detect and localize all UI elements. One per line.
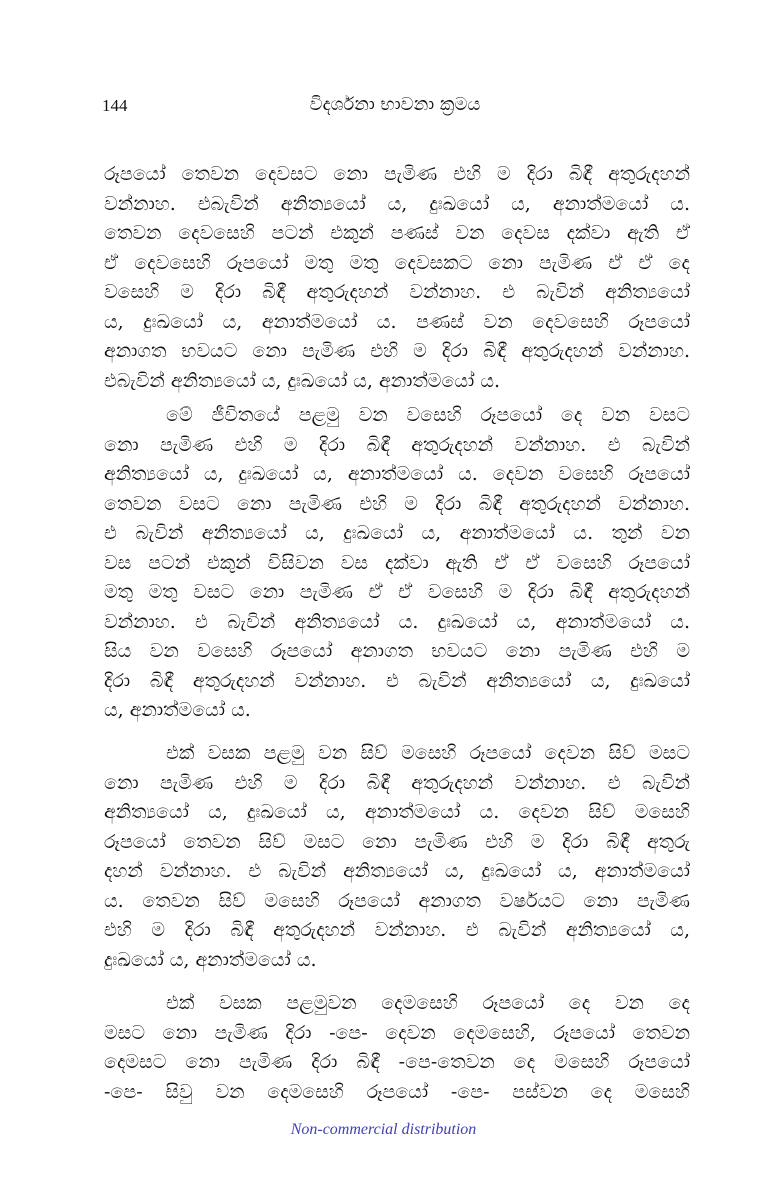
text-line: නො පැමිණ එහි ම දිරා බිඳී අතුරුදහන් වන්නාහ. එ බැවින් bbox=[104, 771, 690, 794]
text-line: වසෙහි ම දිරා බිඳී අතුරුදහන් වන්නාහ. එ බැවින් අනිත්‍යයෝ bbox=[104, 281, 690, 303]
text-line: රූපයෝ තෙවන සිව් මසට නො පැමිණ එහි ම දිරා බිඳී අතුරු bbox=[104, 830, 690, 853]
text-line: දිරා බිඳී අතුරුදහන් වන්නාහ. එ බැවින් අනිත්‍යයෝ ය, දුඃඛයෝ bbox=[104, 669, 690, 692]
text-line: දෙමසට නො පැමිණ දිරා බිඳී -පෙ-තෙවන දෙ මසෙහි රූපයෝ bbox=[104, 1051, 690, 1073]
text-line: අනිත්‍යයෝ ය, දුඃඛයෝ ය, අනාත්මයෝ ය. දෙවන වසෙහි රූපයෝ bbox=[104, 463, 690, 485]
text-line: එහි ම දිරා බිඳී අතුරුදහන් වන්නාහ. එ බැවින් අනිත්‍යයෝ ය, bbox=[104, 919, 690, 941]
paragraph-3 bbox=[104, 739, 690, 975]
text-line: දහන් වන්නාහ. එ බැවින් අනිත්‍යයෝ ය, දුඃඛයෝ ය, අනාත්මයෝ bbox=[104, 860, 690, 882]
text-line: -පෙ- සිවු වන දෙමසෙහි රූපයෝ -පෙ- පස්වන දෙ මසෙහි bbox=[104, 1080, 690, 1103]
text-line: මේ ජීවිතයේ පළමු වන වසෙහි රූපයෝ දෙ වන වසට bbox=[166, 404, 690, 426]
text-line: අනාගත භවයට නො පැමිණ එහි ම දිරා බිඳී අතුරුදහන් වන්නාහ. bbox=[104, 340, 690, 362]
text-line: ඒ දෙවසෙහි රූපයෝ මතු මතු දෙවසකට නො පැමිණ ඒ ඒ දෙ bbox=[104, 251, 690, 274]
text-line: එ බැවින් අනිත්‍යයෝ ය, දුඃඛයෝ ය, අනාත්මයෝ ය. තුන් වන bbox=[104, 522, 690, 544]
text-line: මතු මතු වසට නො පැමිණ ඒ ඒ වසෙහි ම දිරා බිඳී අතුරුදහන් bbox=[104, 581, 690, 603]
text-line: වන්නාහ. එබැවින් අනිත්‍යයෝ ය, දුඃඛයෝ ය, අනාත්මයෝ ය. bbox=[104, 192, 690, 215]
text-line: එක් වසක පළමුවන දෙමසෙහි රූපයෝ දෙ වන දෙ bbox=[166, 992, 690, 1014]
text-line: ය. තෙවන සිව් මසෙහි රූපයෝ අනාගත වර්ෂයට නො පැමිණ bbox=[104, 889, 690, 912]
text-line: දුඃඛයෝ ය, අනාත්මයෝ ය. bbox=[104, 948, 317, 971]
text-line: තෙවන වසට නො පැමිණ එහි ම දිරා බිඳී අතුරුදහන් වන්නාහ. bbox=[104, 492, 690, 515]
text-line: එබැවින් අනිත්‍යයෝ ය, දුඃඛයෝ ය, අනාත්මයෝ ය. bbox=[104, 369, 501, 392]
text-line: එක් වසක පළමු වන සිව් මසෙහි රූපයෝ දෙවන සිව් මසට bbox=[166, 742, 690, 764]
footer-watermark: Non-commercial distribution bbox=[290, 1121, 477, 1138]
running-title: විදර්ශනා භාවනා ක්‍රමය bbox=[309, 94, 481, 115]
page-number: 144 bbox=[102, 96, 128, 115]
text-line: වස පටන් එකුන් විසිවන වස දක්වා ඇති ඒ ඒ වසෙහි රූපයෝ bbox=[104, 551, 690, 574]
text-line: වන්නාහ. එ බැවින් අනිත්‍යයෝ ය. දුඃඛයෝ ය, අනාත්මයෝ ය. bbox=[104, 610, 690, 633]
text-line: මසට නො පැමිණ දිරා -පෙ- දෙවන දෙමසෙහි, රූපයෝ තෙවන bbox=[104, 1021, 690, 1044]
paragraph-4 bbox=[104, 989, 690, 1107]
text-line: ය, දුඃඛයෝ ය, අනාත්මයෝ ය. පණස් වන දෙවසෙහි රූපයෝ bbox=[104, 310, 690, 333]
text-line: සිය වන වසෙහි රූපයෝ අනාගත භවයට නො පැමිණ එහි ම bbox=[104, 640, 690, 662]
text-line: තෙවන දෙවසෙහි පටන් එකුන් පණස් වන දෙවස දක්වා ඇති ඒ bbox=[104, 222, 690, 244]
text-line: අනිත්‍යයෝ ය, දුඃඛයෝ ය, අනාත්මයෝ ය. දෙවන සිව් මසෙහි bbox=[104, 801, 690, 823]
text-line: ය, අනාත්මයෝ ය. bbox=[104, 699, 251, 721]
text-line: රූපයෝ තෙවන දෙවසට නො පැමිණ එහි ම දිරා බිඳී අතුරුදහන් bbox=[104, 163, 690, 185]
text-line: නො පැමිණ එහි ම දිරා බිඳී අතුරුදහන් වන්නාහ. එ බැවින් bbox=[104, 433, 690, 456]
paragraph-1 bbox=[104, 160, 690, 396]
paragraph-2 bbox=[104, 401, 690, 726]
